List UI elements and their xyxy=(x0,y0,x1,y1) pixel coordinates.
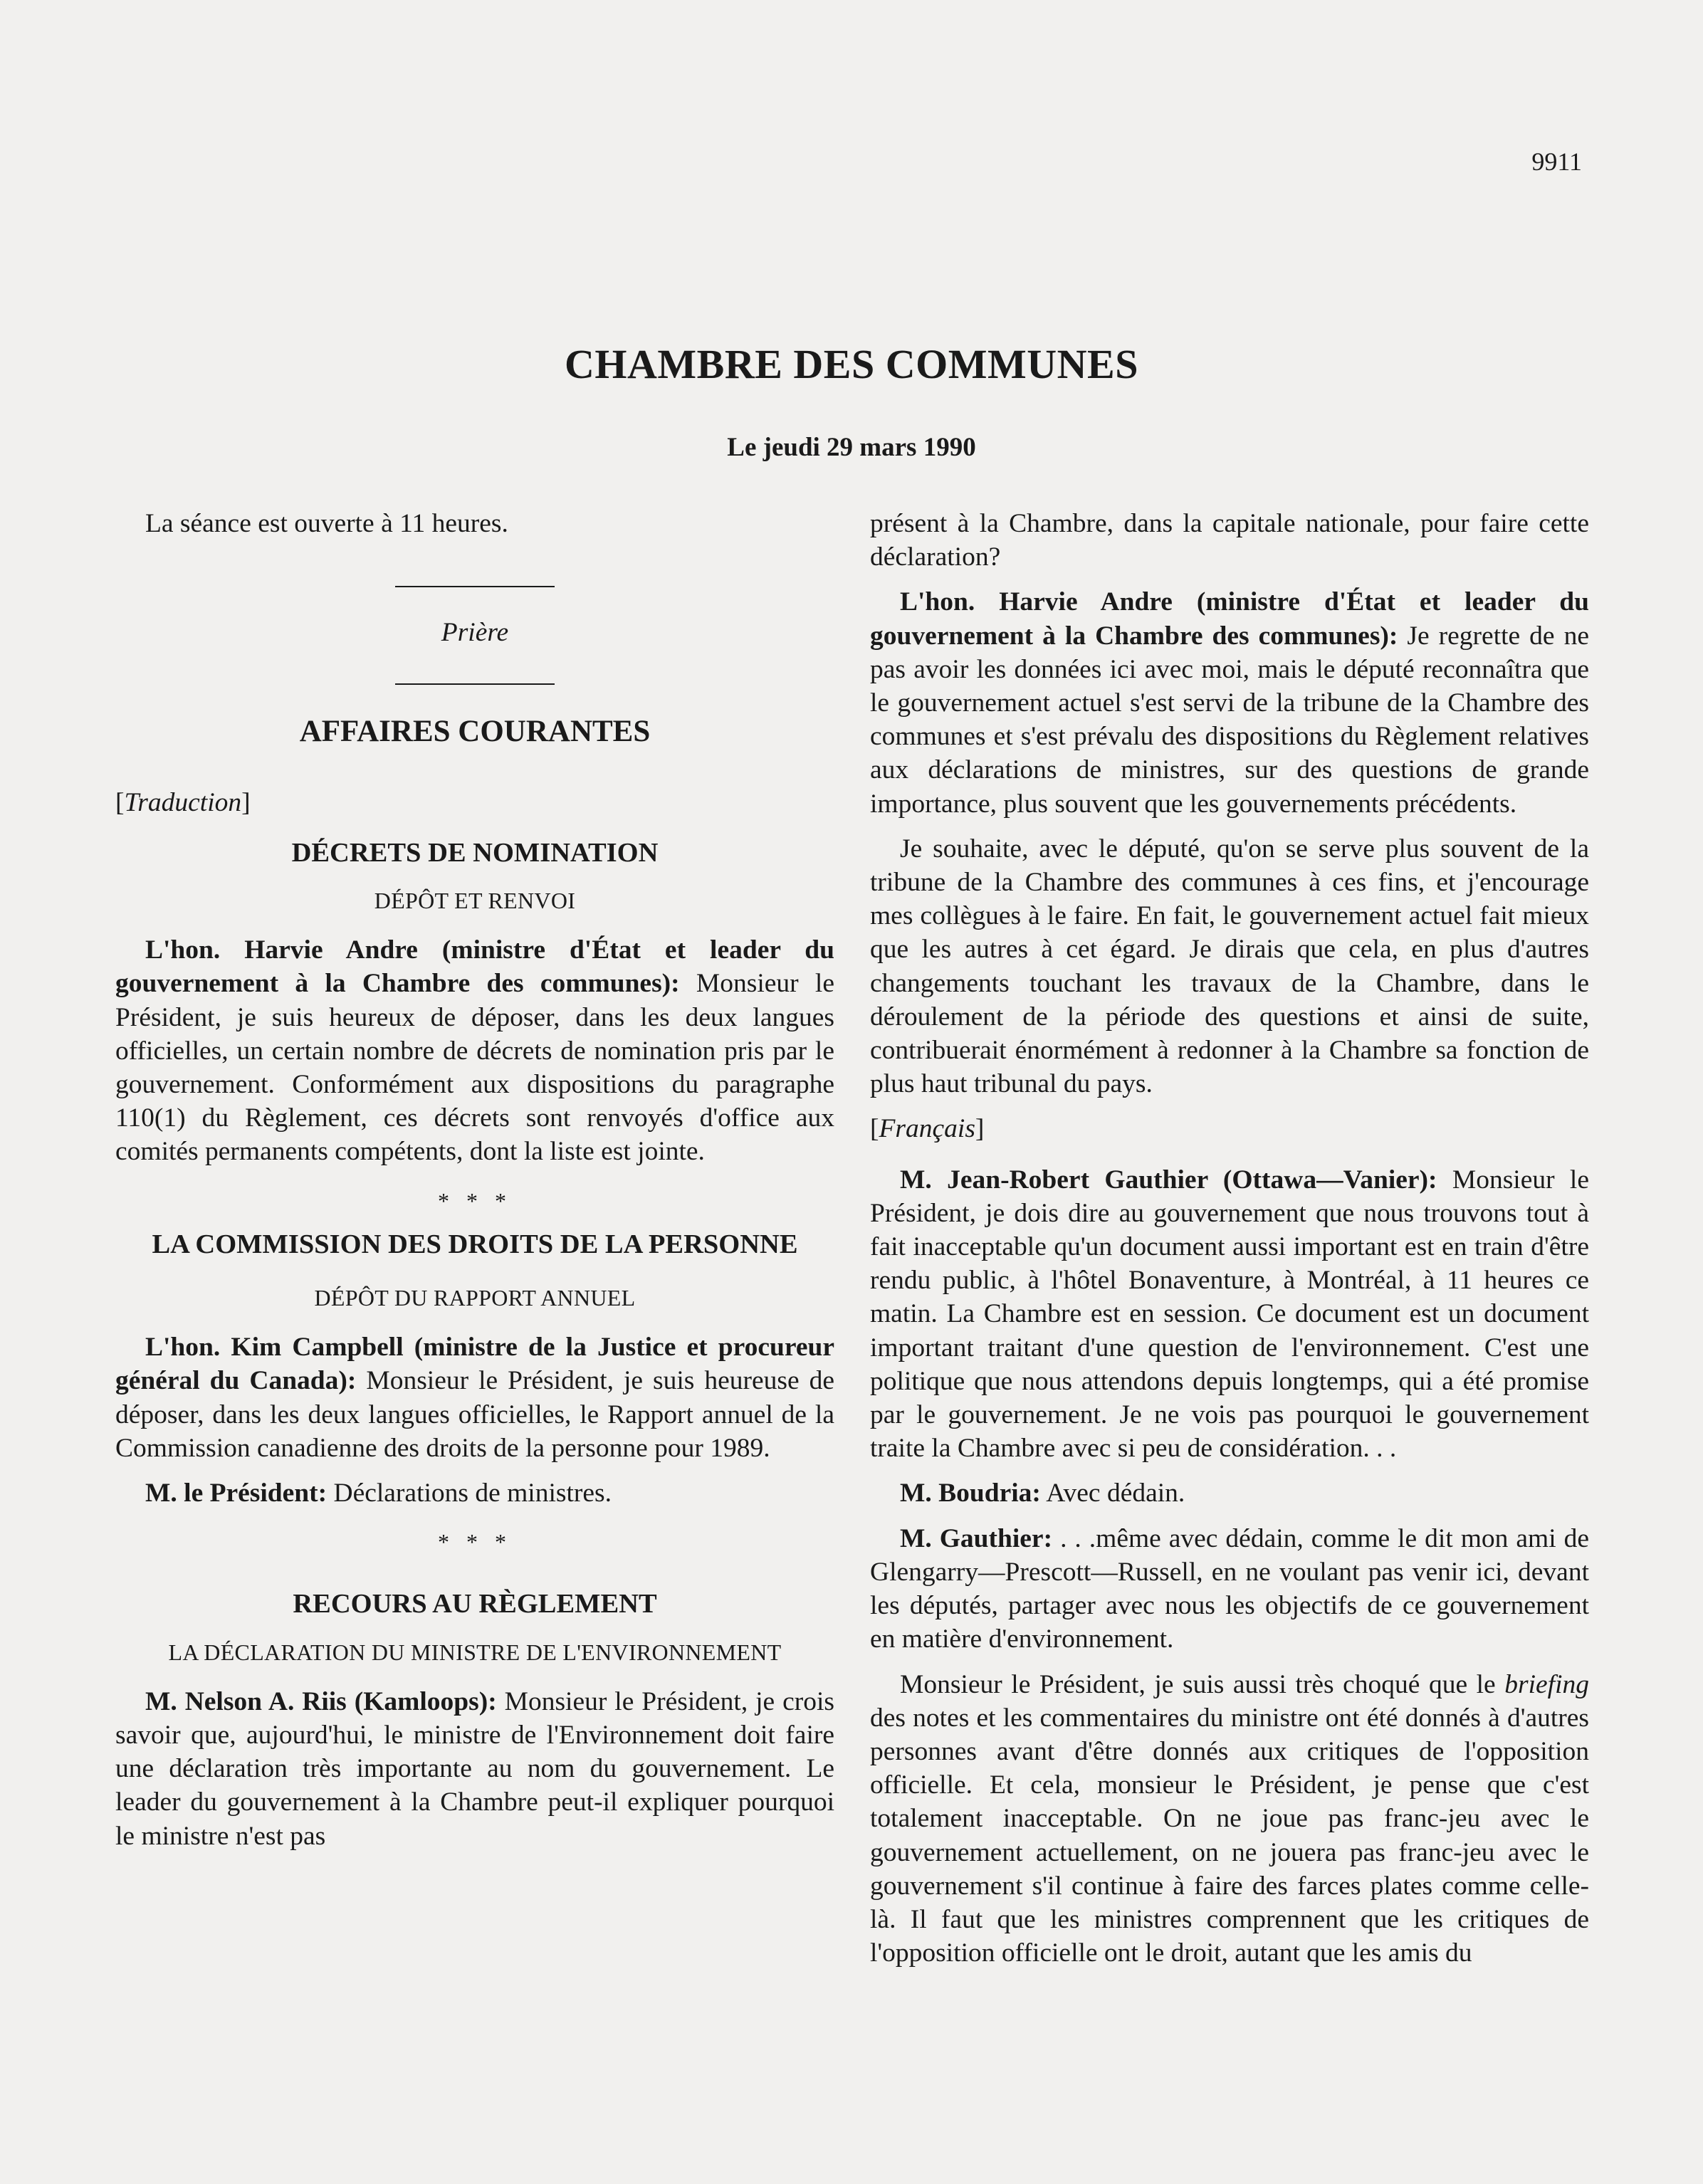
paragraph: L'hon. Kim Campbell (ministre de la Justice et procureur général du Canada): Monsieur le Président, je suis heureuse de déposer, dans les deux langues officielles, le Rapport annuel de la Commission canadienne des droits de la personne pour 1989. xyxy=(115,1333,834,1463)
section-subheading: DÉPÔT DU RAPPORT ANNUEL xyxy=(314,1285,636,1311)
left-column xyxy=(115,507,834,1864)
paragraph: M. Gauthier: . . .même avec dédain, comme le dit mon ami de Glengarry—Prescott—Russell, en ne voulant pas venir ici, devant les députés, partager avec nous les objectifs de ce gouvernement en matière d'environnement. xyxy=(870,1523,1589,1654)
divider-rule xyxy=(395,683,555,685)
speaker-name: M. Gauthier: xyxy=(900,1523,1053,1553)
paragraph: M. Boudria: Avec dédain. xyxy=(900,1479,1185,1508)
section-heading: DÉCRETS DE NOMINATION xyxy=(291,837,659,868)
page-date: Le jeudi 29 mars 1990 xyxy=(727,433,976,462)
paragraph: L'hon. Harvie Andre (ministre d'État et leader du gouvernement à la Chambre des communes): Monsieur le Président, je suis heureux de déposer, dans les deux langues officielles, un certain nombre de décrets de nomination pris par le gouvernement. Conformément aux dispositions du paragraphe 110(1) du Règlement, ces décrets sont renvoyés d'office aux comités permanents compétents, dont la liste est jointe. xyxy=(115,935,834,1167)
speaker-name: M. le Président: xyxy=(145,1479,328,1508)
speaker-name: L'hon. Harvie Andre (ministre d'État et leader du gouvernement à la Chambre des communes): xyxy=(870,587,1589,651)
speaker-name: M. Boudria: xyxy=(900,1479,1041,1508)
speaker-name: L'hon. Harvie Andre (ministre d'État et leader du gouvernement à la Chambre des communes): xyxy=(115,935,834,999)
prayer-label: Prière xyxy=(441,618,509,648)
paragraph: M. Nelson A. Riis (Kamloops): Monsieur le Président, je crois savoir que, aujourd'hui, le ministre de l'Environnement doit faire une déclaration très importante au nom du gouvernement. Le leader du gouvernement à la Chambre peut-il expliquer pourquoi le ministre n'est pas xyxy=(115,1686,834,1851)
section-subheading: LA DÉCLARATION DU MINISTRE DE L'ENVIRONNEMENT xyxy=(168,1639,782,1665)
page-number: 9911 xyxy=(1531,147,1582,176)
speaker-name: M. Jean-Robert Gauthier (Ottawa—Vanier): xyxy=(900,1165,1437,1195)
section-heading: LA COMMISSION DES DROITS DE LA PERSONNE xyxy=(152,1229,798,1259)
separator-stars: * * * xyxy=(438,1529,512,1555)
divider-rule xyxy=(395,586,555,587)
section-title: AFFAIRES COURANTES xyxy=(299,715,651,749)
paragraph: L'hon. Harvie Andre (ministre d'État et leader du gouvernement à la Chambre des communes): Je regrette de ne pas avoir les données ici avec moi, mais le député reconnaîtra que le gouvernement actuel s'est servi de la tribune de la Chambre des communes et s'est prévalu des dispositions du Règlement relatives aux déclarations de ministres, sur des questions de grande importance, plus souvent que les gouvernements précédents. xyxy=(870,587,1589,819)
page-title: CHAMBRE DES COMMUNES xyxy=(565,341,1138,387)
speaker-name: L'hon. Kim Campbell (ministre de la Justice et procureur général du Canada): xyxy=(115,1333,834,1396)
translation-tag: [Traduction] xyxy=(115,787,251,817)
language-tag: [Français] xyxy=(870,1114,985,1144)
paragraph: M. Jean-Robert Gauthier (Ottawa—Vanier): Monsieur le Président, je dois dire au gouvernement que nous trouvons tout à fait inacceptable qu'un document aussi important est en train d'être rendu public, à l'hôtel Bonaventure, à Montréal, à 11 heures ce matin. La Chambre est en session. Ce document est un document important traitant d'une question de l'environnement. C'est une politique que nous attendons depuis longtemps, qui a été promise par le gouvernement. Je ne vois pas pourquoi le gouvernement traite la Chambre avec si peu de considération. . . xyxy=(870,1165,1589,1464)
separator-stars: * * * xyxy=(438,1187,512,1214)
speaker-name: M. Nelson A. Riis (Kamloops): xyxy=(145,1686,497,1716)
paragraph: M. le Président: Déclarations de ministres. xyxy=(145,1479,612,1508)
section-subheading: DÉPÔT ET RENVOI xyxy=(374,888,576,914)
opening-line: La séance est ouverte à 11 heures. xyxy=(145,509,508,538)
paragraph: Je souhaite, avec le député, qu'on se serve plus souvent de la tribune de la Chambre des communes à ces fins, et j'encourage mes collègues à le faire. En fait, le gouvernement actuel fait mieux que les autres à cet égard. Je dirais que cela, en plus d'autres changements touchant les travaux de la Chambre, dans le déroulement de la période des questions et ainsi de suite, contribuerait énormément à redonner à la Chambre sa fonction de plus haut tribunal du pays. xyxy=(870,834,1589,1099)
section-heading: RECOURS AU RÈGLEMENT xyxy=(293,1589,657,1619)
paragraph: présent à la Chambre, dans la capitale nationale, pour faire cette déclaration? xyxy=(870,509,1589,572)
paragraph: Monsieur le Président, je suis aussi très choqué que le briefing des notes et les commentaires du ministre ont été donnés à d'autres personnes avant d'être donnés aux critiques de l'opposition officielle. Et cela, monsieur le Président, je pense que c'est totalement inacceptable. On ne joue pas franc-jeu avec le gouvernement actuellement, on ne jouera pas franc-jeu avec le gouvernement s'il continue à faire des farces plates comme celle-là. Il faut que les ministres comprennent que les critiques de l'opposition officielle ont le droit, autant que les amis du xyxy=(870,1669,1589,1968)
right-column xyxy=(870,507,1589,1981)
